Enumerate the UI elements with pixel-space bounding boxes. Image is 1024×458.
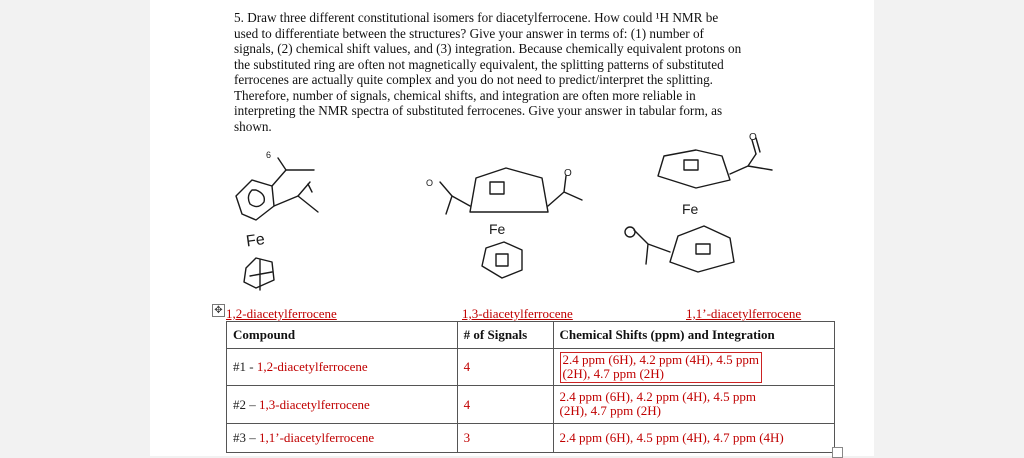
iron-label: Fe [489,221,506,237]
compound-cell: #2 – 1,3-diacetylferrocene [227,386,458,424]
oxygen-label: O [426,178,434,188]
shifts-cell: 2.4 ppm (6H), 4.2 ppm (4H), 4.5 ppm (2H), 4.7 ppm (2H) [553,386,834,424]
table-row [227,424,835,453]
answer-table [226,321,835,453]
oxygen-label: 6 [266,150,272,160]
question-line: shown. [234,118,272,134]
header-shifts: Chemical Shifts (ppm) and Integration [553,322,834,349]
shifts-cell: 2.4 ppm (6H), 4.2 ppm (4H), 4.5 ppm (2H), 4.7 ppm (2H) [553,349,834,386]
isomer-label: 1,1’-diacetylferrocene [686,306,802,321]
oxygen-label: O [564,168,572,179]
signals-cell: 4 [457,349,553,386]
signals-cell: 4 [457,386,553,424]
isomer-label: 1,2-diacetylferrocene [226,306,337,321]
table-row [227,349,835,386]
header-signals: # of Signals [457,322,553,349]
signals-cell: 3 [457,424,553,453]
compound-cell: #3 – 1,1’-diacetylferrocene [227,424,458,453]
question-line: interpreting the NMR spectra of substituted ferrocenes. Give your answer in tabular form, as [234,103,723,118]
question-line: the substituted ring are often not magnetically equivalent, the splitting patterns of substituted [234,56,724,72]
document-page [150,0,874,456]
sketch-1-2-diacetylferrocene [236,150,318,290]
question-line: Therefore, number of signals, chemical shifts, and integration are often more reliable in [234,87,696,103]
sketch-1-1-diacetylferrocene [625,132,772,272]
table-row [227,386,835,424]
isomer-label: 1,3-diacetylferrocene [462,306,573,321]
question-line: signals, (2) chemical shift values, and (3) integration. Because chemically equivalent protons on [234,41,742,56]
table-move-handle-icon[interactable]: ✥ [212,304,225,317]
question-line: used to differentiate between the structures? Give your answer in terms of: (1) number of [234,25,704,41]
compound-cell: #1 - 1,2-diacetylferrocene [227,349,458,386]
shifts-cell: 2.4 ppm (6H), 4.5 ppm (4H), 4.7 ppm (4H) [553,424,834,453]
sketch-1-3-diacetylferrocene [426,168,582,278]
iron-label: Fe [682,201,699,217]
question-text [234,10,809,134]
table-header-row [227,322,835,349]
table-resize-handle[interactable] [832,447,843,458]
isomer-labels [226,306,836,322]
header-compound: Compound [227,322,458,349]
question-line: ferrocenes are actually quite complex and you do not need to predict/interpret the splitting. [234,72,713,87]
oxygen-label: O [749,132,757,143]
iron-label: Fe [245,231,266,251]
question-line: 5. Draw three different constitutional isomers for diacetylferrocene. How could ¹H NMR be [234,10,719,25]
